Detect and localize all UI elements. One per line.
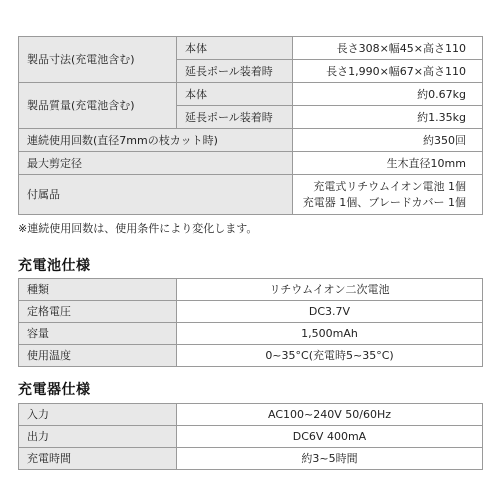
accessories-value: [293, 175, 483, 215]
accessories-line-1: 充電式リチウムイオン電池 1個: [313, 179, 466, 193]
charger-input-value: AC100~240V 50/60Hz: [177, 404, 483, 426]
product-spec-table: [18, 36, 483, 215]
mass-pole-label: 延長ポール装着時: [177, 106, 293, 129]
table-row: [19, 426, 483, 448]
table-row: [19, 404, 483, 426]
continuous-cuts-value: 約350回: [293, 129, 483, 152]
mass-body-value: 約0.67kg: [293, 83, 483, 106]
battery-heading: 充電池仕様: [18, 258, 91, 274]
dimensions-body-value: 長さ308×幅45×高さ110: [293, 37, 483, 60]
table-row: [19, 175, 483, 215]
battery-temp-value: 0~35°C(充電時5~35°C): [177, 345, 483, 367]
table-row: [19, 83, 483, 106]
table-row: [19, 448, 483, 470]
accessories-label: 付属品: [19, 175, 293, 215]
dimensions-pole-value: 長さ1,990×幅67×高さ110: [293, 60, 483, 83]
dimensions-pole-label: 延長ポール装着時: [177, 60, 293, 83]
table-row: [19, 152, 483, 175]
battery-voltage-label: 定格電圧: [19, 301, 177, 323]
max-cut-value: 生木直径10mm: [293, 152, 483, 175]
accessories-line-2: 充電器 1個、ブレードカバー 1個: [302, 195, 466, 209]
charger-output-value: DC6V 400mA: [177, 426, 483, 448]
table-row: [19, 37, 483, 60]
battery-temp-label: 使用温度: [19, 345, 177, 367]
battery-type-label: 種類: [19, 279, 177, 301]
charger-input-label: 入力: [19, 404, 177, 426]
charger-time-value: 約3~5時間: [177, 448, 483, 470]
table-row: [19, 301, 483, 323]
table-row: [19, 345, 483, 367]
mass-body-label: 本体: [177, 83, 293, 106]
battery-voltage-value: DC3.7V: [177, 301, 483, 323]
continuous-cuts-label: 連続使用回数(直径7mmの枝カット時): [19, 129, 293, 152]
max-cut-label: 最大剪定径: [19, 152, 293, 175]
dimensions-body-label: 本体: [177, 37, 293, 60]
battery-capacity-value: 1,500mAh: [177, 323, 483, 345]
dimensions-label: 製品寸法(充電池含む): [19, 37, 177, 83]
table-row: [19, 323, 483, 345]
charger-output-label: 出力: [19, 426, 177, 448]
charger-heading: 充電器仕様: [18, 382, 91, 398]
table-row: [19, 279, 483, 301]
mass-label: 製品質量(充電池含む): [19, 83, 177, 129]
table-row: [19, 129, 483, 152]
battery-spec-table: [18, 278, 483, 367]
mass-pole-value: 約1.35kg: [293, 106, 483, 129]
charger-time-label: 充電時間: [19, 448, 177, 470]
usage-note: ※連続使用回数は、使用条件により変化します。: [18, 222, 258, 235]
charger-spec-table: [18, 403, 483, 470]
battery-capacity-label: 容量: [19, 323, 177, 345]
battery-type-value: リチウムイオン二次電池: [177, 279, 483, 301]
